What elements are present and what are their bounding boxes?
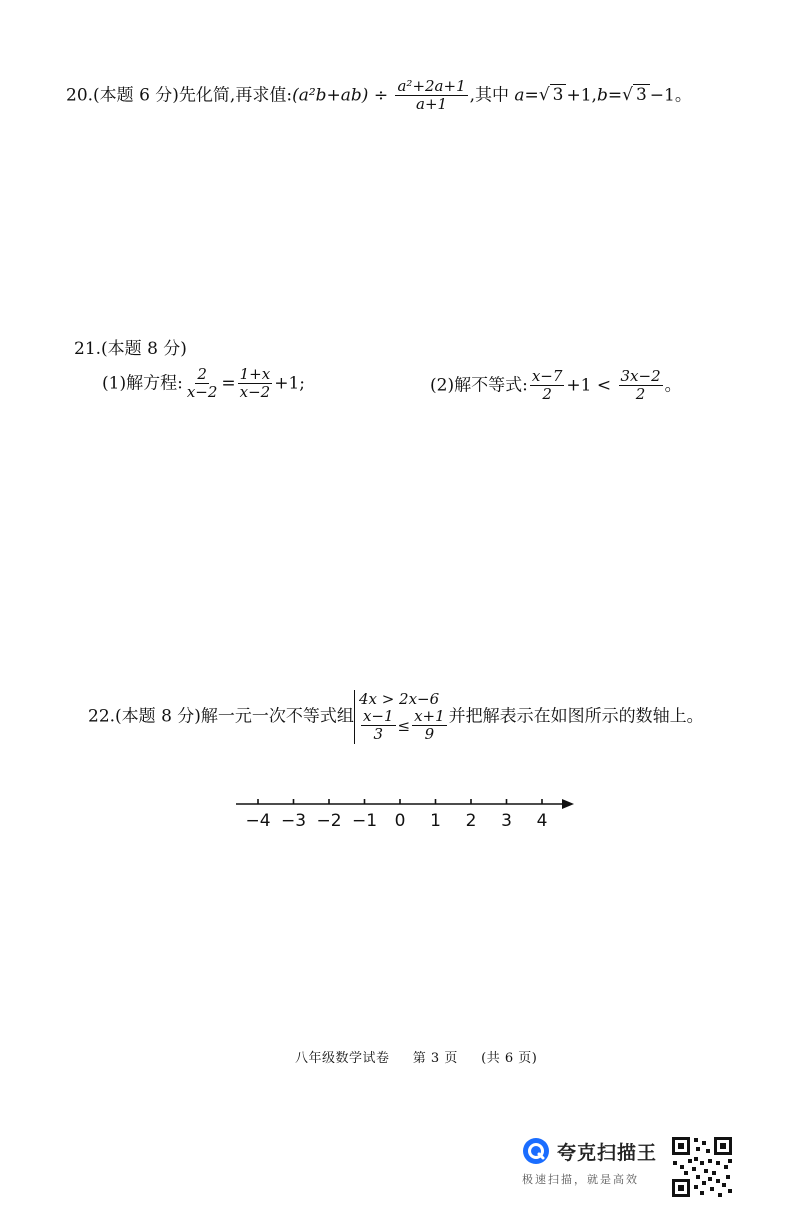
quark-logo-icon [522,1137,550,1165]
page-footer [295,1047,537,1066]
q21-part2 [430,368,682,404]
q21-p2-tail: 。 [664,375,682,396]
q20-expr-left: (a²b+ab) [292,85,369,106]
q22-sys-frac1-den: 3 [373,725,383,744]
q21-p2-frac1-den: 2 [542,385,552,404]
q21-p1-frac2 [238,366,273,402]
q21-p2-frac1-num: x−7 [531,367,563,385]
number-line-tick-label: 1 [430,811,441,830]
q21-p1-frac1-den: x−2 [186,383,218,402]
number-line [230,790,580,830]
q21-p1-eq: = [221,373,236,394]
qr-code-icon [670,1135,734,1199]
footer-total: (共 6 页) [481,1051,538,1066]
number-line-tick-label: 0 [394,811,406,830]
footer-subject: 八年级数学试卷 [295,1051,390,1066]
q22-sys-frac1-num: x−1 [362,707,394,725]
q20-div: ÷ [373,85,389,106]
number-line-tick-label: −2 [316,811,342,830]
q22-sys-frac2-num: x+1 [414,707,445,725]
q20-b-radicand: 3 [633,84,650,105]
scanner-watermark [522,1137,672,1187]
q20-b-tail: −1。 [649,85,692,106]
q20-a-radicand: 3 [550,84,567,105]
q22-sys-frac2-den: 9 [424,725,435,744]
q20-frac-den: a+1 [416,95,448,114]
q22-head: 22.(本题 8 分)解一元一次不等式组 [88,706,354,727]
q21-p1-frac2-den: x−2 [239,383,271,402]
number-line-tick-label: 4 [536,811,548,830]
q21-p2-mid: +1 < [566,375,612,396]
q21-head: 21.(本题 8 分) [74,339,187,359]
number-line-tick-label: 2 [465,811,477,830]
q20-frac-num: a²+2a+1 [397,77,466,95]
footer-page: 第 3 页 [412,1051,458,1066]
q20-fraction [395,78,467,114]
q21-p1-tail: +1; [274,373,306,394]
question-20 [66,78,692,114]
q20-head: 20.(本题 6 分)先化简,再求值: [66,85,293,106]
number-line-tick-label: −3 [280,811,307,830]
q20-b-sqrt: √ 3 [622,85,650,105]
q20-a-eq: a= [514,85,539,106]
q21-p1-frac1 [185,366,220,402]
q20-a-tail: +1, [566,85,597,106]
q22-sys-frac1 [361,708,396,744]
q21-p2-frac1 [530,368,565,404]
q22-sys-le: ≤ [397,716,411,735]
q21-p2-frac2-num: 3x−2 [620,367,661,385]
q22-system [354,690,449,744]
q20-cond-prefix: ,其中 [469,85,515,106]
number-line-tick-label: −1 [351,811,378,830]
q22-sys-frac2 [412,708,447,744]
q21-part1 [102,366,305,402]
q22-sys-row1: 4x > 2x−6 [358,690,440,708]
brand-name: 夸克扫描王 [557,1141,658,1164]
question-22 [88,690,704,744]
q20-b-eq: b= [596,85,623,106]
q21-p2-frac2-den: 2 [635,385,646,404]
q20-a-sqrt: √ 3 [539,85,567,105]
q21-p1-frac2-num: 1+x [239,365,271,383]
q21-p2-label: (2)解不等式: [430,375,528,396]
q21-p1-label: (1)解方程: [102,373,183,394]
number-line-tick-label: −4 [245,811,271,830]
number-line-tick-label: 3 [501,811,512,830]
q21-p2-frac2 [619,368,663,404]
q22-tail: 并把解表示在如图所示的数轴上。 [448,706,704,727]
q22-sys-row2 [359,708,449,744]
q21-p1-frac1-num: 2 [197,365,207,383]
brand-slogan: 极速扫描，就是高效 [522,1173,639,1186]
number-line-arrow-icon [562,799,574,809]
